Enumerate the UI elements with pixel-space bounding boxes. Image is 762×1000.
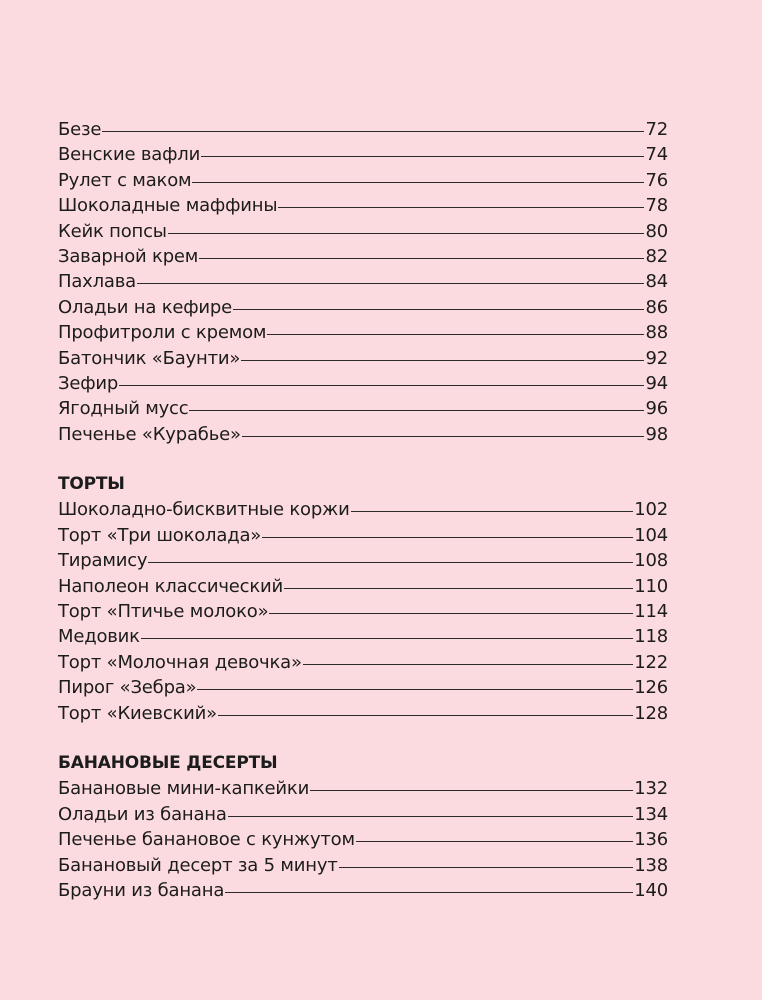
toc-entry[interactable]: [58, 320, 668, 345]
toc-page-number: 94: [645, 372, 668, 394]
toc-entry-title: Рулет с маком: [58, 169, 192, 191]
toc-leader-line: [189, 410, 644, 411]
toc-page-number: 72: [645, 119, 668, 140]
toc-leader-line: [119, 385, 644, 386]
toc-entry-title: Банановые мини-капкейки: [58, 778, 310, 800]
toc-page-number: 108: [634, 550, 668, 572]
toc-leader-line: [278, 207, 644, 208]
toc-entry[interactable]: [58, 523, 668, 548]
toc-entry-title: Торт «Три шоколада»: [58, 524, 262, 546]
toc-page-number: 122: [634, 651, 668, 673]
toc-leader-line: [339, 867, 634, 868]
toc-entry[interactable]: [58, 624, 668, 649]
toc-entry-title: Брауни из банана: [58, 879, 225, 901]
toc-entry-title: Профитроли с кремом: [58, 322, 267, 344]
toc-entry-title: Кейк попсы: [58, 220, 167, 242]
toc-page-number: 92: [645, 347, 668, 369]
toc-entry[interactable]: [58, 701, 668, 726]
toc-entry[interactable]: [58, 142, 668, 167]
toc-page-number: 86: [645, 296, 668, 318]
toc-page-number: 98: [645, 423, 668, 445]
toc-page-number: 104: [634, 524, 668, 546]
toc-entry-title: Батончик «Баунти»: [58, 347, 241, 369]
toc-entry-title: Заварной крем: [58, 245, 199, 267]
toc-leader-line: [269, 613, 633, 614]
toc-page-number: 136: [634, 829, 668, 851]
toc-page-number: 96: [645, 398, 668, 420]
toc-page-number: 114: [634, 601, 668, 623]
toc-entry-title: Венские вафли: [58, 144, 201, 166]
toc-page-number: 132: [634, 778, 668, 800]
toc-entry[interactable]: [58, 675, 668, 700]
toc-entry-title: Торт «Киевский»: [58, 702, 217, 724]
toc-page-number: 138: [634, 854, 668, 876]
section-heading: ТОРТЫ: [58, 474, 125, 495]
toc-entry[interactable]: [58, 878, 668, 903]
toc-leader-line: [262, 537, 633, 538]
toc-leader-line: [303, 664, 633, 665]
toc-entry-title: Банановый десерт за 5 минут: [58, 854, 338, 876]
toc-leader-line: [148, 562, 633, 563]
toc-entry[interactable]: [58, 193, 668, 218]
toc-entry-title: Торт «Молочная девочка»: [58, 651, 302, 673]
toc-entry[interactable]: [58, 422, 668, 447]
toc-page-number: 128: [634, 702, 668, 724]
toc-page-number: 102: [634, 499, 668, 521]
toc-entry-title: Печенье банановое с кунжутом: [58, 829, 355, 851]
toc-entry[interactable]: [58, 802, 668, 827]
toc-leader-line: [225, 892, 633, 893]
toc-entry[interactable]: [58, 574, 668, 599]
toc-leader-line: [168, 233, 645, 234]
toc-entry-title: Пирог «Зебра»: [58, 677, 197, 699]
toc-entry[interactable]: [58, 244, 668, 269]
toc-entry[interactable]: [58, 295, 668, 320]
toc-leader-line: [197, 689, 633, 690]
toc-entry[interactable]: [58, 853, 668, 878]
toc-page-number: 140: [634, 879, 668, 901]
toc-entry[interactable]: [58, 396, 668, 421]
toc-entry-title: Оладьи на кефире: [58, 296, 233, 318]
toc-entry-title: Шоколадно-бисквитные коржи: [58, 499, 350, 521]
toc-entry-title: Торт «Птичье молоко»: [58, 601, 269, 623]
toc-leader-line: [242, 436, 645, 437]
toc-leader-line: [199, 258, 644, 259]
toc-leader-line: [137, 283, 644, 284]
toc-page-number: 74: [645, 144, 668, 166]
toc-leader-line: [284, 588, 633, 589]
toc-page-number: 110: [634, 575, 668, 597]
toc-entry-title: Наполеон классический: [58, 575, 284, 597]
toc-page-number: 134: [634, 803, 668, 825]
toc-page-number: 118: [634, 626, 668, 648]
toc-entry[interactable]: [58, 776, 668, 801]
toc-leader-line: [310, 790, 633, 791]
toc-leader-line: [102, 131, 644, 132]
toc-entry[interactable]: [58, 497, 668, 522]
toc-page-number: 126: [634, 677, 668, 699]
toc-leader-line: [218, 715, 633, 716]
toc-leader-line: [228, 816, 634, 817]
toc-leader-line: [351, 511, 634, 512]
table-of-contents: [58, 117, 668, 903]
toc-leader-line: [201, 156, 644, 157]
toc-entry[interactable]: [58, 168, 668, 193]
toc-page-number: 80: [645, 220, 668, 242]
toc-page-number: 78: [645, 195, 668, 217]
toc-entry-title: Оладьи из банана: [58, 803, 227, 825]
toc-page-number: 88: [645, 322, 668, 344]
toc-entry-title: Шоколадные маффины: [58, 195, 278, 217]
toc-entry[interactable]: [58, 599, 668, 624]
toc-entry-title: Безе: [58, 119, 102, 140]
toc-entry[interactable]: [58, 219, 668, 244]
toc-page-number: 76: [645, 169, 668, 191]
section-heading: БАНАНОВЫЕ ДЕСЕРТЫ: [58, 752, 278, 773]
toc-leader-line: [141, 638, 633, 639]
toc-entry[interactable]: [58, 827, 668, 852]
toc-leader-line: [356, 841, 633, 842]
toc-entry-title: Ягодный мусс: [58, 398, 189, 420]
toc-entry-title: Зефир: [58, 372, 119, 394]
toc-entry[interactable]: [58, 548, 668, 573]
toc-leader-line: [192, 182, 644, 183]
toc-entry[interactable]: [58, 650, 668, 675]
toc-entry-title: Медовик: [58, 626, 140, 648]
toc-entry[interactable]: [58, 117, 668, 142]
toc-page-number: 84: [645, 271, 668, 293]
toc-leader-line: [233, 309, 644, 310]
toc-entry-title: Печенье «Курабье»: [58, 423, 241, 445]
toc-entry[interactable]: [58, 269, 668, 294]
toc-leader-line: [267, 334, 644, 335]
toc-entry[interactable]: [58, 371, 668, 396]
toc-page-number: 82: [645, 245, 668, 267]
toc-entry[interactable]: [58, 346, 668, 371]
toc-leader-line: [241, 360, 644, 361]
toc-entry-title: Пахлава: [58, 271, 136, 293]
toc-entry-title: Тирамису: [58, 550, 148, 572]
